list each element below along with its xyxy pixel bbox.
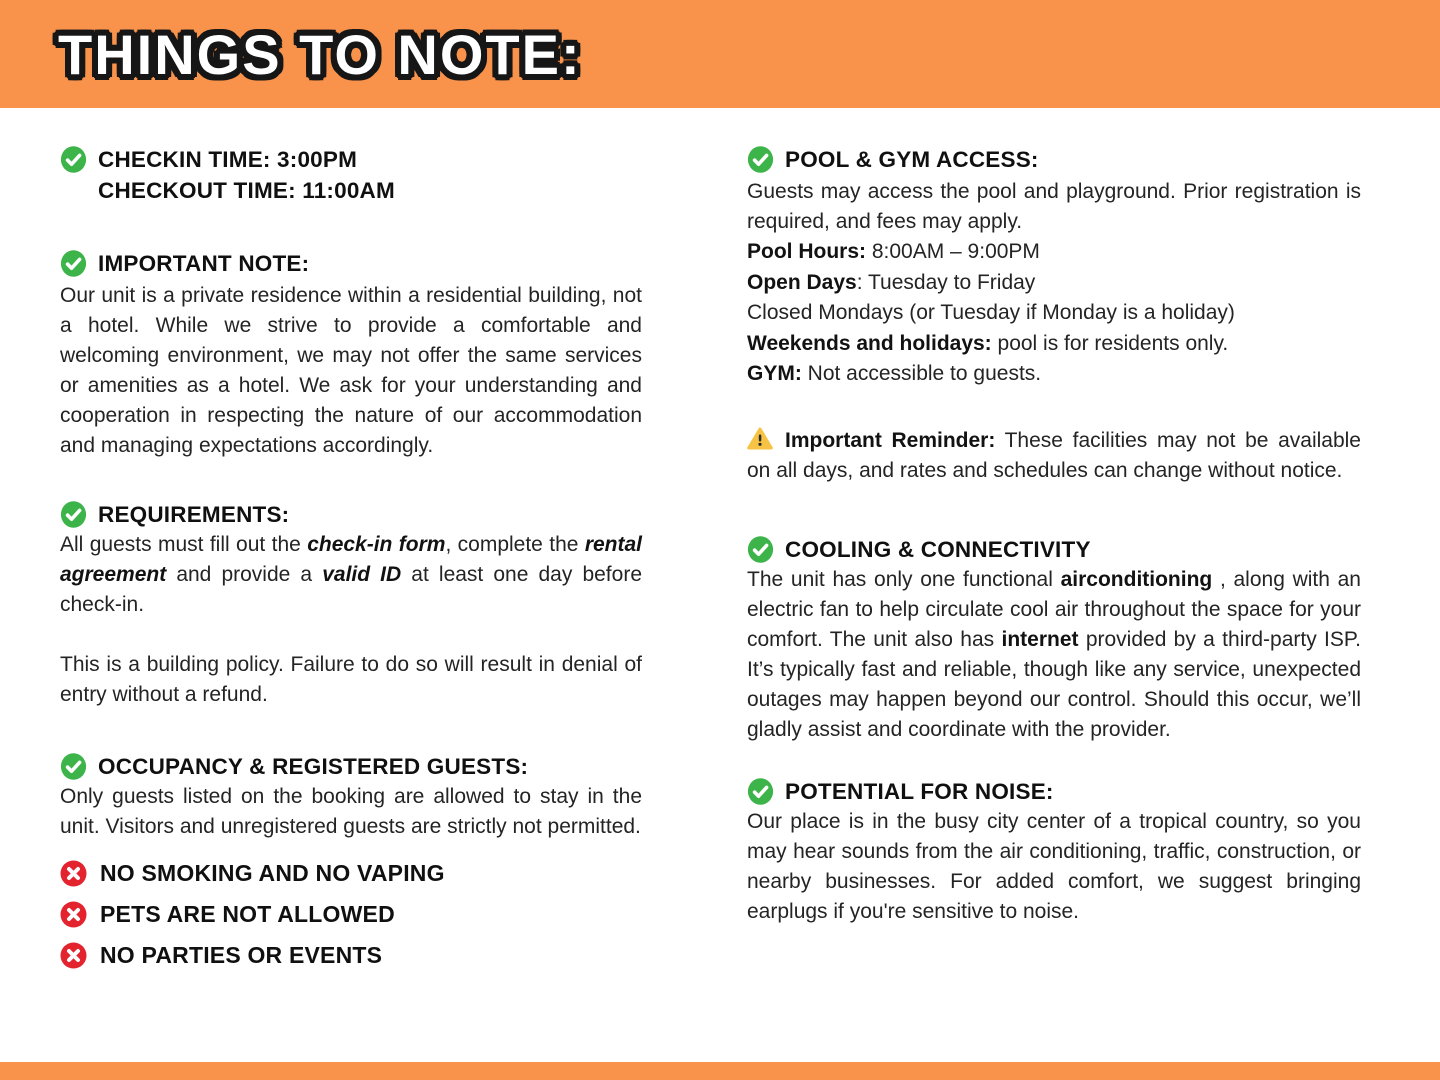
page-title: THINGS TO NOTE: xyxy=(58,22,582,86)
requirements-body-2: This is a building policy. Failure to do so will result in denial of entry without a refund. xyxy=(60,653,642,706)
reminder-body xyxy=(747,426,1361,486)
check-icon xyxy=(60,146,87,173)
x-circle-icon xyxy=(60,860,87,887)
weekends-line: Weekends and holidays: pool is for residents only. xyxy=(747,331,1229,355)
section-pool-gym xyxy=(747,144,1361,390)
requirements-body-1: All guests must fill out the check-in form, complete the rental agreement and provide a valid ID at least one day before check-in. xyxy=(60,533,642,616)
cooling-heading-row xyxy=(747,534,1361,565)
footer-bar xyxy=(0,1062,1440,1080)
noise-heading-row xyxy=(747,776,1361,807)
rule-no-pets xyxy=(60,901,642,928)
check-icon xyxy=(747,146,774,173)
requirements-heading-row xyxy=(60,499,642,530)
checkin-time: CHECKIN TIME: 3:00PM xyxy=(98,147,358,172)
rule-label: NO PARTIES OR EVENTS xyxy=(100,942,383,968)
check-icon xyxy=(747,536,774,563)
noise-heading: POTENTIAL FOR NOISE: xyxy=(785,778,1054,804)
important-note-heading: IMPORTANT NOTE: xyxy=(98,251,310,276)
important-note-heading-row xyxy=(60,248,642,279)
x-circle-icon xyxy=(60,942,87,969)
section-important-note xyxy=(60,248,642,461)
rule-label: NO SMOKING AND NO VAPING xyxy=(100,860,445,886)
section-cooling-connectivity xyxy=(747,534,1361,745)
rule-label: PETS ARE NOT ALLOWED xyxy=(100,901,395,927)
gym-line: GYM: Not accessible to guests. xyxy=(747,362,1042,385)
requirements-heading: REQUIREMENTS: xyxy=(98,502,290,527)
occupancy-body: Only guests listed on the booking are allowed to stay in the unit. Visitors and unregistered guests are strictly not permitted. xyxy=(60,785,642,838)
checkout-time: CHECKOUT TIME: 11:00AM xyxy=(98,178,395,203)
cooling-body: The unit has only one functional airconditioning , along with an electric fan to help circulate cool air throughout the space for your comfort. The unit also has internet provided by a third-party ISP. It’s typically fast and reliable, though like any service, unexpected outages may happen beyond our control. Should this occur, we’ll gladly assist and coordinate with the provider. xyxy=(747,567,1361,741)
check-icon xyxy=(60,753,87,780)
pool-heading: POOL & GYM ACCESS: xyxy=(785,147,1039,172)
header-banner xyxy=(0,0,1440,108)
occupancy-heading-row xyxy=(60,751,642,782)
important-note-body: Our unit is a private residence within a residential building, not a hotel. While we strive to provide a comfortable and welcoming environment, we may not offer the same services or amenities as a hotel. We ask for your understanding and cooperation in respecting the nature of our accommodation and managing expectations accordingly. xyxy=(60,284,642,457)
check-icon xyxy=(60,501,87,528)
noise-body: Our place is in the busy city center of a tropical country, so you may hear sounds from the air conditioning, traffic, construction, or nearby businesses. For added comfort, we suggest bringing earplugs if you're sensitive to noise. xyxy=(747,809,1361,923)
rule-no-smoking xyxy=(60,860,642,887)
pool-heading-row xyxy=(747,144,1361,175)
cooling-heading: COOLING & CONNECTIVITY xyxy=(785,536,1091,562)
section-important-reminder xyxy=(747,426,1361,486)
checkin-heading-row xyxy=(60,144,642,206)
checkin-lines xyxy=(98,144,395,206)
x-circle-icon xyxy=(60,901,87,928)
check-icon xyxy=(60,250,87,277)
closed-mondays-line: Closed Mondays (or Tuesday if Monday is a holiday) xyxy=(747,301,1235,324)
warning-icon xyxy=(747,427,773,450)
section-noise xyxy=(747,776,1361,927)
right-column xyxy=(747,108,1361,927)
section-requirements xyxy=(60,499,642,710)
check-icon xyxy=(747,778,774,805)
reminder-text: Important Reminder: These facilities may not be available on all days, and rates and schedules can change without notice. xyxy=(747,428,1361,482)
pool-hours-line: Pool Hours: 8:00AM – 9:00PM xyxy=(747,240,1040,263)
section-checkin-times xyxy=(60,144,642,206)
occupancy-heading: OCCUPANCY & REGISTERED GUESTS: xyxy=(98,754,529,779)
section-prohibitions xyxy=(60,860,642,969)
rule-no-parties xyxy=(60,942,642,969)
left-column xyxy=(60,108,642,969)
pool-intro: Guests may access the pool and playground. Prior registration is required, and fees may apply. xyxy=(747,180,1361,233)
open-days-line: Open Days: Tuesday to Friday xyxy=(747,270,1036,294)
section-occupancy xyxy=(60,751,642,842)
